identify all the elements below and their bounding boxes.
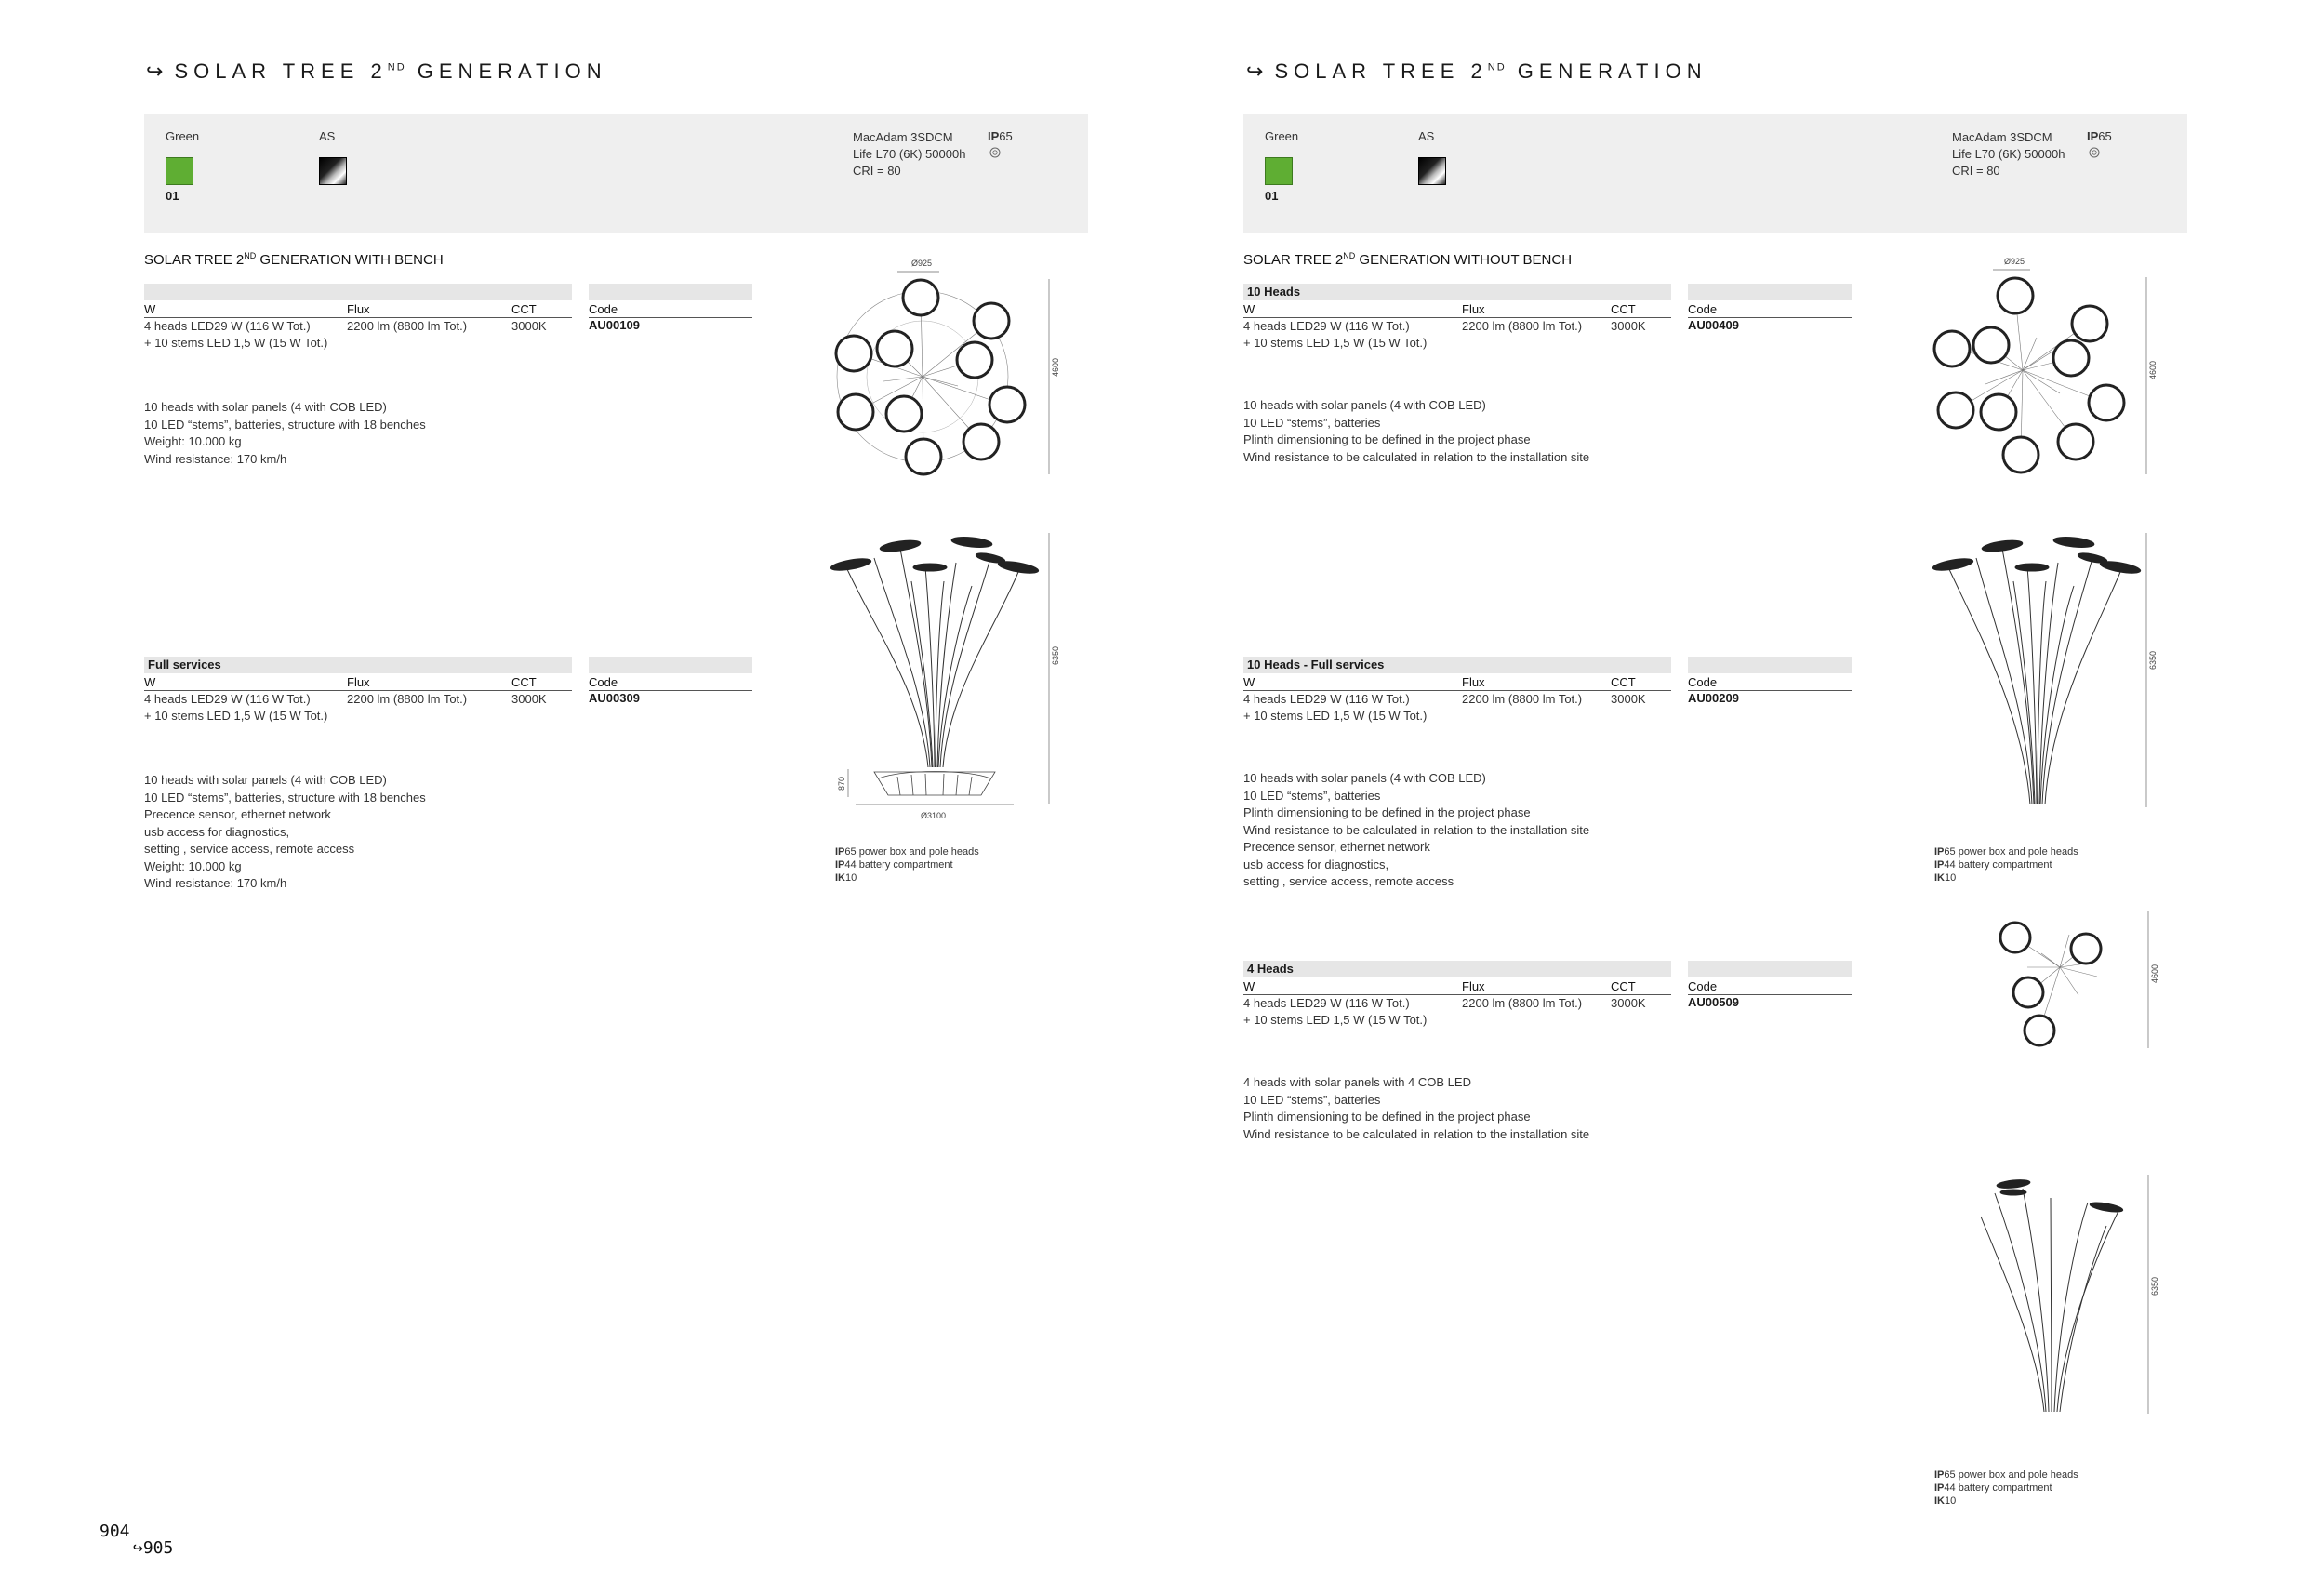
protection-ratings: IP65 power box and pole heads IP44 battery compartment IK10 (1934, 846, 2078, 884)
finish-green-label: Green (166, 129, 200, 143)
code-header: Code (589, 674, 752, 691)
finish-panel-left (144, 114, 1088, 233)
cct-cell: 3000K (511, 692, 547, 706)
diameter-label: Ø925 (911, 259, 933, 268)
header-title-rest: GENERATION (405, 60, 607, 83)
side-view-drawing-4-heads (1958, 1170, 2167, 1416)
table-header: W Flux CCT (1243, 301, 1671, 318)
table-header: W Flux CCT (144, 674, 572, 691)
green-swatch[interactable] (1265, 157, 1293, 185)
height-label: 6350 (1051, 645, 1060, 665)
variant-bar (144, 284, 572, 300)
table-header: W Flux CCT (1243, 674, 1671, 691)
page-header-left (146, 60, 607, 84)
finish-green-label: Green (1265, 129, 1299, 143)
spec-line: Life L70 (6K) 50000h (1952, 147, 2065, 161)
spec-list (1952, 129, 2065, 180)
cct-cell: 3000K (511, 319, 547, 333)
cct-cell: 3000K (1611, 692, 1646, 706)
spec-line: MacAdam 3SDCM (1952, 130, 2052, 144)
header-title-rest: GENERATION (1506, 60, 1707, 83)
code-header: Code (1688, 978, 1852, 995)
variant-bar: 4 Heads (1243, 961, 1671, 977)
description: 10 heads with solar panels (4 with COB LED) 10 LED “stems”, batteries Plinth dimensioning to be defined in the project phase Wind resistance to be calculated in relation to the installation site Precence sensor, ethernet network usb access for diagnostics, setting , service access, remote access (1243, 771, 1590, 888)
spec-line: Life L70 (6K) 50000h (853, 147, 966, 161)
watt-cell: 4 heads LED29 W (116 W Tot.) + 10 stems LED 1,5 W (15 W Tot.) (144, 319, 328, 350)
watt-cell: 4 heads LED29 W (116 W Tot.) + 10 stems LED 1,5 W (15 W Tot.) (1243, 319, 1428, 350)
top-view-drawing-4-heads (1976, 907, 2162, 1056)
height-label: 4600 (2150, 964, 2159, 983)
finish-code: 01 (1265, 189, 1279, 203)
height-label: 4600 (2148, 360, 2158, 379)
height-label: 6350 (2150, 1276, 2159, 1296)
side-view-drawing (818, 525, 1079, 842)
arrow-icon: ↪ (1246, 60, 1264, 83)
product-title-left: SOLAR TREE 2ND GENERATION WITH BENCH (144, 251, 444, 268)
watt-cell: 4 heads LED29 W (116 W Tot.) + 10 stems LED 1,5 W (15 W Tot.) (1243, 692, 1428, 723)
product-code: AU00209 (1688, 691, 1739, 705)
as-swatch[interactable] (319, 157, 347, 185)
product-code: AU00109 (589, 318, 640, 332)
product-title-right: SOLAR TREE 2ND GENERATION WITHOUT BENCH (1243, 251, 1573, 268)
header-sup: ND (387, 61, 406, 73)
description: 10 heads with solar panels (4 with COB LED) 10 LED “stems”, batteries, structure with 18 benches Weight: 10.000 kg Wind resistance: 170 km/h (144, 400, 426, 466)
diameter-label: Ø925 (2004, 257, 2025, 266)
table-header: W Flux CCT (144, 301, 572, 318)
header-title: SOLAR TREE 2 (1274, 60, 1488, 83)
page-number-right: ↪905 (133, 1538, 174, 1558)
side-view-drawing (1930, 525, 2176, 814)
flux-cell: 2200 lm (8800 lm Tot.) (347, 692, 468, 706)
description: 10 heads with solar panels (4 with COB LED) 10 LED “stems”, batteries Plinth dimensioning to be defined in the project phase Wind resistance to be calculated in relation to the installation site (1243, 398, 1590, 464)
code-bar (1688, 284, 1852, 300)
code-header: Code (589, 301, 752, 318)
variant-bar: 10 Heads (1243, 284, 1671, 300)
code-header: Code (1688, 301, 1852, 318)
code-bar (589, 657, 752, 673)
ip-rating: IP65 (988, 129, 1013, 143)
protection-ratings: IP65 power box and pole heads IP44 battery compartment IK10 (835, 846, 979, 884)
code-bar (589, 284, 752, 300)
code-bar (1688, 657, 1852, 673)
finish-code: 01 (166, 189, 179, 203)
watt-cell: 4 heads LED29 W (116 W Tot.) + 10 stems LED 1,5 W (15 W Tot.) (144, 692, 328, 723)
as-swatch[interactable] (1418, 157, 1446, 185)
ip-rating: IP65 (2087, 129, 2112, 143)
product-code: AU00409 (1688, 318, 1739, 332)
class-symbol-icon (989, 147, 1001, 158)
variant-bar: Full services (144, 657, 572, 673)
flux-cell: 2200 lm (8800 lm Tot.) (1462, 692, 1583, 706)
header-sup: ND (1487, 61, 1507, 73)
green-swatch[interactable] (166, 157, 193, 185)
protection-ratings: IP65 power box and pole heads IP44 battery compartment IK10 (1934, 1469, 2078, 1507)
bench-height-label: 870 (837, 776, 846, 791)
top-view-drawing (818, 256, 1060, 479)
spec-line: CRI = 80 (1952, 164, 2000, 178)
watt-cell: 4 heads LED29 W (116 W Tot.) + 10 stems LED 1,5 W (15 W Tot.) (1243, 996, 1428, 1027)
flux-cell: 2200 lm (8800 lm Tot.) (1462, 319, 1583, 333)
page-number-left: 904 (100, 1522, 130, 1541)
header-title: SOLAR TREE 2 (174, 60, 388, 83)
description: 4 heads with solar panels with 4 COB LED 10 LED “stems”, batteries Plinth dimensioning to be defined in the project phase Wind resistance to be calculated in relation to the installation site (1243, 1075, 1590, 1141)
finish-as-label: AS (1418, 129, 1435, 143)
arrow-icon: ↪ (146, 60, 164, 83)
height-label: 4600 (1051, 357, 1060, 377)
product-code: AU00509 (1688, 995, 1739, 1009)
code-bar (1688, 961, 1852, 977)
height-label: 6350 (2148, 650, 2158, 670)
flux-cell: 2200 lm (8800 lm Tot.) (347, 319, 468, 333)
code-header: Code (1688, 674, 1852, 691)
cct-cell: 3000K (1611, 996, 1646, 1010)
flux-cell: 2200 lm (8800 lm Tot.) (1462, 996, 1583, 1010)
page-header-right (1246, 60, 1707, 84)
finish-panel-right (1243, 114, 2187, 233)
spec-line: CRI = 80 (853, 164, 901, 178)
product-code: AU00309 (589, 691, 640, 705)
arrow-icon: ↪ (133, 1538, 143, 1558)
table-header: W Flux CCT (1243, 978, 1671, 995)
description: 10 heads with solar panels (4 with COB LED) 10 LED “stems”, batteries, structure with 18 benches Precence sensor, ethernet network usb access for diagnostics, setting , service access, remote access Weight: 10.000 kg Wind resistance: 170 km/h (144, 773, 426, 890)
base-diameter-label: Ø3100 (921, 811, 947, 820)
variant-bar: 10 Heads - Full services (1243, 657, 1671, 673)
cct-cell: 3000K (1611, 319, 1646, 333)
class-symbol-icon (2089, 147, 2100, 158)
finish-as-label: AS (319, 129, 336, 143)
spec-list (853, 129, 965, 180)
spec-line: MacAdam 3SDCM (853, 130, 953, 144)
top-view-drawing (1920, 254, 2171, 482)
